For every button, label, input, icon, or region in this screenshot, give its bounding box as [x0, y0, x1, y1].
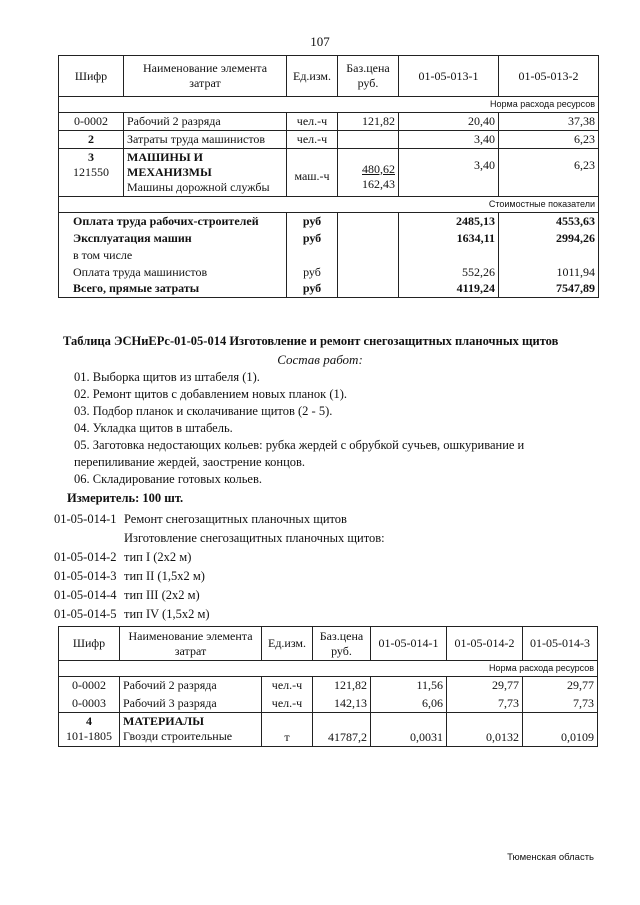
page-number: 107 [310, 34, 330, 49]
table-title: Таблица ЭСНиЕРс-01-05-014 Изготовление и ремонт снегозащитных планочных щитов [63, 334, 559, 348]
table-row-machines [59, 149, 599, 197]
row-value-1: 20,40 [399, 113, 499, 131]
section-name-cell [124, 149, 287, 197]
row-value-1: 6,06 [371, 695, 447, 713]
section-code-cell [59, 149, 124, 197]
header-col-2: 01-05-014-2 [447, 627, 523, 661]
work-item: 02. Ремонт щитов с добавлением новых планок (1). [74, 387, 348, 401]
cost-empty [338, 264, 399, 281]
row-value-3: 29,77 [523, 677, 598, 695]
cost-empty [338, 230, 399, 247]
code-description: тип IV (1,5х2 м) [124, 607, 210, 621]
header-unit: Ед.изм. [287, 56, 338, 97]
row-value-2: 37,38 [499, 113, 599, 131]
resource-table-013 [58, 55, 599, 298]
codes-list [54, 510, 385, 624]
header-price: Баз.цена руб. [313, 627, 371, 661]
row-name: Машины дорожной службы [127, 180, 270, 194]
code-description: тип I (2х2 м) [124, 550, 192, 564]
cost-value-1: 1634,11 [399, 230, 499, 247]
code-row [54, 586, 385, 605]
cost-unit: руб [287, 281, 338, 298]
row-price [338, 131, 399, 149]
row-value-2: 6,23 [499, 131, 599, 149]
section-name: МАШИНЫ И МЕХАНИЗМЫ [127, 150, 212, 179]
row-name: Рабочий 2 разряда [124, 113, 287, 131]
section-code: 3 [88, 150, 94, 164]
cost-name: в том числе [59, 247, 287, 264]
row-price-cell [338, 149, 399, 197]
row-name: Рабочий 3 разряда [120, 695, 262, 713]
cost-row [59, 247, 599, 264]
cost-value-2: 1011,94 [499, 264, 599, 281]
measurer: Измеритель: 100 шт. [67, 491, 184, 505]
row-unit: маш.-ч [287, 149, 338, 197]
row-value-1: 0,0031 [371, 713, 447, 747]
row-unit: чел.-ч [262, 695, 313, 713]
section-name: МАТЕРИАЛЫ [123, 714, 204, 728]
row-value-2: 29,77 [447, 677, 523, 695]
row-value-2: 7,73 [447, 695, 523, 713]
work-item: 01. Выборка щитов из штабеля (1). [74, 370, 260, 384]
cost-row [59, 230, 599, 247]
norm-caption: Норма расхода ресурсов [59, 97, 599, 113]
row-name: Гвозди строительные [123, 729, 233, 743]
cost-unit: руб [287, 230, 338, 247]
table-row [59, 677, 598, 695]
works-list [74, 369, 574, 488]
table-row [59, 113, 599, 131]
row-price: 121,82 [338, 113, 399, 131]
code-number: 01-05-014-3 [54, 569, 117, 583]
work-item: 04. Укладка щитов в штабель. [74, 421, 233, 435]
table-row [59, 695, 598, 713]
cost-empty [338, 247, 399, 264]
row-code: 121550 [73, 165, 109, 179]
header-col-2: 01-05-013-2 [499, 56, 599, 97]
row-value-2: 0,0132 [447, 713, 523, 747]
row-unit: чел.-ч [287, 131, 338, 149]
row-price: 41787,2 [313, 713, 371, 747]
cost-name: Оплата труда рабочих-строителей [59, 213, 287, 230]
row-price: 121,82 [313, 677, 371, 695]
cost-empty [338, 213, 399, 230]
header-name: Наименование элемента затрат [124, 56, 287, 97]
table-row-materials [59, 713, 598, 747]
code-description: тип II (1,5х2 м) [124, 569, 205, 583]
code-number: 01-05-014-5 [54, 607, 117, 621]
row-price: 480,62 [362, 161, 395, 176]
row-unit: чел.-ч [262, 677, 313, 695]
cost-name: Оплата труда машинистов [59, 264, 287, 281]
work-item: перепиливание жердей, заострение концов. [74, 455, 306, 469]
code-number: 01-05-014-4 [54, 588, 117, 602]
code-row [54, 529, 385, 548]
cost-unit [287, 247, 338, 264]
section-name-cell [120, 713, 262, 747]
cost-caption: Стоимостные показатели [59, 197, 599, 213]
header-name: Наименование элемента затрат [120, 627, 262, 661]
cost-value-2: 7547,89 [499, 281, 599, 298]
cost-unit: руб [287, 264, 338, 281]
row-code: 0-0002 [59, 113, 124, 131]
cost-value-2: 2994,26 [499, 230, 599, 247]
cost-row [59, 264, 599, 281]
cost-row [59, 281, 599, 298]
row-price-2: 162,43 [362, 176, 395, 191]
row-value-1: 3,40 [399, 149, 499, 197]
section-code: 4 [86, 714, 92, 728]
table-row [59, 131, 599, 149]
cost-row [59, 213, 599, 230]
work-item: 05. Заготовка недостающих кольев: рубка жердей с обрубкой сучьев, ошкуривание и [74, 438, 525, 452]
footer-region: Тюменская область [507, 852, 594, 863]
row-value-3: 0,0109 [523, 713, 598, 747]
code-row [54, 548, 385, 567]
row-value-3: 7,73 [523, 695, 598, 713]
row-name: Рабочий 2 разряда [120, 677, 262, 695]
resource-table-014 [58, 626, 598, 747]
code-number: 01-05-014-2 [54, 550, 117, 564]
code-number [54, 529, 124, 548]
cost-value-1: 2485,13 [399, 213, 499, 230]
cost-name: Эксплуатация машин [59, 230, 287, 247]
cost-value-1: 4119,24 [399, 281, 499, 298]
header-col-1: 01-05-014-1 [371, 627, 447, 661]
row-code: 2 [59, 131, 124, 149]
cost-value-1: 552,26 [399, 264, 499, 281]
row-unit: чел.-ч [287, 113, 338, 131]
composition-title: Состав работ: [277, 352, 363, 367]
row-code: 0-0003 [59, 695, 120, 713]
header-code: Шифр [59, 56, 124, 97]
code-row [54, 605, 385, 624]
cost-unit: руб [287, 213, 338, 230]
row-name: Затраты труда машинистов [124, 131, 287, 149]
cost-value-2: 4553,63 [499, 213, 599, 230]
row-code: 101-1805 [66, 729, 112, 743]
row-unit: т [262, 713, 313, 747]
header-code: Шифр [59, 627, 120, 661]
code-description: тип III (2х2 м) [124, 588, 200, 602]
code-row [54, 567, 385, 586]
cost-value-1 [399, 247, 499, 264]
row-value-1: 3,40 [399, 131, 499, 149]
cost-name: Всего, прямые затраты [59, 281, 287, 298]
work-item: 03. Подбор планок и сколачивание щитов (2 - 5). [74, 404, 333, 418]
row-price: 142,13 [313, 695, 371, 713]
row-value-2: 6,23 [499, 149, 599, 197]
norm-caption: Норма расхода ресурсов [59, 661, 598, 677]
cost-value-2 [499, 247, 599, 264]
code-description: Изготовление снегозащитных планочных щитов: [124, 531, 385, 545]
header-price: Баз.цена руб. [338, 56, 399, 97]
header-col-3: 01-05-014-3 [523, 627, 598, 661]
code-row [54, 510, 385, 529]
row-value-1: 11,56 [371, 677, 447, 695]
row-code: 0-0002 [59, 677, 120, 695]
header-col-1: 01-05-013-1 [399, 56, 499, 97]
header-unit: Ед.изм. [262, 627, 313, 661]
section-code-cell [59, 713, 120, 747]
code-description: Ремонт снегозащитных планочных щитов [124, 512, 347, 526]
code-number: 01-05-014-1 [54, 512, 117, 526]
cost-empty [338, 281, 399, 298]
work-item: 06. Складирование готовых кольев. [74, 472, 262, 486]
